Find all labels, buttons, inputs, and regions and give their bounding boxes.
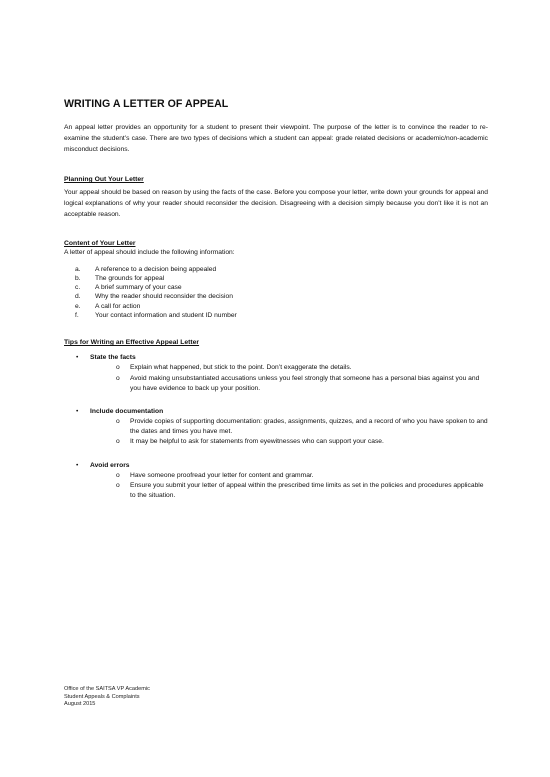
footer-department: Student Appeals & Complaints [64,693,140,700]
list-item-text: A brief summary of your case [95,284,182,292]
bullet-icon: • [76,461,79,469]
list-item [64,292,488,301]
tip-item-text: Ensure you submit your letter of appeal within the prescribed time limits as set in the policies and procedures applicable to the situation. [130,481,484,499]
list-item [64,311,488,320]
tip-item [64,471,488,481]
tip-item [64,374,488,394]
planning-section [64,175,488,220]
planning-heading: Planning Out Your Letter [64,176,144,184]
circle-bullet-icon: o [116,417,120,425]
list-item [64,302,488,311]
list-item-text: Why the reader should reconsider the decision [95,293,233,301]
tip-group [64,461,488,502]
content-list [64,265,488,321]
list-item-text: A reference to a decision being appealed [95,265,217,273]
tip-item [64,363,488,373]
footer-office: Office of the SAITSA VP Academic [64,686,150,692]
content-section [64,239,488,321]
list-marker: f. [75,312,79,320]
tip-item [64,481,488,501]
tips-section [64,338,488,501]
tips-list [64,353,488,501]
tip-item-text: Provide copies of supporting documentation: grades, assignments, quizzes, and a record of who you have spoken to and the dates and times you have met. [130,417,488,436]
list-item-text: The grounds for appeal [95,274,165,282]
document-body [64,98,488,514]
tip-item [64,417,488,437]
circle-bullet-icon: o [116,364,120,372]
list-marker: a. [75,265,81,273]
list-marker: b. [75,274,81,282]
tip-title: Avoid errors [90,461,130,469]
tip-group [64,407,488,448]
planning-paragraph: Your appeal should be based on reason by using the facts of the case. Before you compose your letter, write down your grounds for appeal and logical explanations of why your reader should reconsider the decision. Disagreeing with a decision simply because you don’t like it is not an acceptable reason. [64,189,488,218]
tip-title: Include documentation [90,407,164,415]
list-item [64,283,488,292]
list-item [64,274,488,283]
tip-item-text: Avoid making unsubstantiated accusations unless you feel strongly that someone has a personal bias against you and you have evidence to back up your position. [130,374,480,392]
content-heading: Content of Your Letter [64,239,136,247]
circle-bullet-icon: o [116,471,120,479]
circle-bullet-icon: o [116,374,120,382]
content-lead: A letter of appeal should include the following information: [64,248,235,256]
circle-bullet-icon: o [116,438,120,446]
circle-bullet-icon: o [116,481,120,489]
list-marker: e. [75,302,81,310]
footer-date: August 2015 [64,701,96,708]
tips-heading: Tips for Writing an Effective Appeal Letter [64,339,200,347]
tip-item-text: Have someone proofread your letter for content and grammar. [130,471,314,479]
list-marker: c. [75,284,81,292]
tip-group [64,353,488,394]
list-item [64,265,488,274]
bullet-icon: • [76,407,79,415]
bullet-icon: • [76,354,79,362]
list-marker: d. [75,293,81,301]
page-footer [64,686,150,709]
list-item-text: A call for action [95,302,141,310]
intro-paragraph: An appeal letter provides an opportunity for a student to present their viewpoint. The purpose of the letter is to convince the reader to re-examine the student’s case. There are two types of decisions which a student can appeal: grade related decisions or academic/non-academic misconduct decisions. [64,124,488,153]
tip-item-text: Explain what happened, but stick to the point. Don’t exaggerate the details. [130,364,352,372]
page-title: WRITING A LETTER OF APPEAL [64,98,229,110]
tip-title: State the facts [90,354,136,362]
list-item-text: Your contact information and student ID number [95,312,237,320]
tip-item [64,437,488,447]
tip-item-text: It may be helpful to ask for statements from eyewitnesses who can support your case. [130,438,384,446]
